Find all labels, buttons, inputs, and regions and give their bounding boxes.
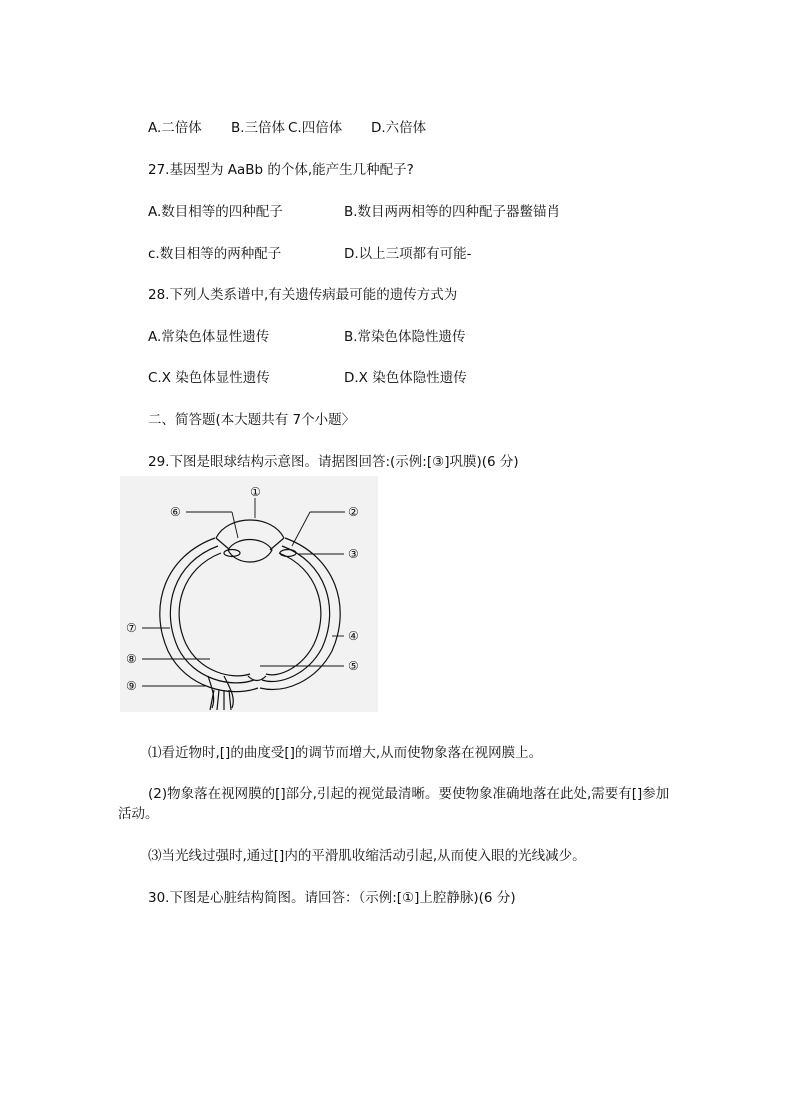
choroid-right: [262, 546, 330, 682]
leader-2b: [292, 512, 310, 546]
q27-option-b: B.数目两两相等的四种配子器鳖锚肖: [344, 204, 561, 220]
section-heading: 二、简答题(本大题共有 7个小题〉: [148, 412, 356, 428]
sclera-right-outer: [260, 538, 340, 689]
q29-sub1: ⑴看近物时,[]的曲度受[]的调节而增大,从而使物象落在视网膜上。: [148, 745, 543, 761]
leader-6b: [232, 512, 238, 538]
q28-option-d: D.X 染色体隐性遗传: [344, 370, 467, 386]
figure-label-3: ③: [348, 547, 359, 561]
figure-label-9: ⑨: [126, 679, 137, 693]
figure-label-8: ⑧: [126, 652, 137, 666]
iris-left: [216, 538, 230, 550]
q30-stem: 30.下图是心脏结构简图。请回答：（示例:[①]上腔静脉)(6 分): [148, 890, 516, 906]
q27-option-a: A.数目相等的四种配子: [148, 204, 283, 220]
q28-stem: 28.下列人类系谱中,有关遗传病最可能的遗传方式为: [148, 287, 458, 303]
q29-sub2: (2)物象落在视网膜的[]部分,引起的视觉最清晰。要使物象准确地落在此处,需要有[]参加活动。: [118, 786, 670, 822]
cornea: [216, 520, 284, 538]
q26-option-b: B.三倍体: [231, 120, 286, 136]
iris-right: [270, 538, 284, 550]
ciliary-body-right: [280, 550, 296, 557]
eyeball-diagram: [120, 476, 378, 712]
q27-option-c: c.数目相等的两种配子: [148, 246, 282, 262]
q27-option-d: D.以上三项都有可能-: [344, 246, 472, 262]
lens: [228, 540, 272, 563]
retina-left: [179, 553, 250, 676]
figure-label-7: ⑦: [126, 621, 137, 635]
q27-stem: 27.基因型为 AaBb 的个体,能产生几种配子?: [148, 162, 414, 178]
eyeball-diagram-svg: [120, 476, 378, 712]
q26-option-a: A.二倍体: [148, 120, 202, 136]
q28-option-a: A.常染色体显性遗传: [148, 329, 270, 345]
q28-option-c: C.X 染色体显性遗传: [148, 370, 270, 386]
q28-option-b: B.常染色体隐性遗传: [344, 329, 466, 345]
q26-option-c: C.四倍体: [288, 120, 343, 136]
figure-label-6: ⑥: [170, 505, 181, 519]
retina-right: [266, 553, 321, 675]
choroid-left: [170, 546, 254, 683]
q29-sub3: ⑶当光线过强时,通过[]内的平滑肌收缩活动引起,从而使入眼的光线减少。: [148, 848, 586, 864]
figure-label-1: ①: [250, 485, 261, 499]
figure-label-4: ④: [348, 629, 359, 643]
figure-label-2: ②: [348, 505, 359, 519]
figure-label-5: ⑤: [348, 659, 359, 673]
q29-stem: 29.下图是眼球结构示意图。请据图回答:(示例:[③]巩膜)(6 分): [148, 454, 519, 470]
q26-option-d: D.六倍体: [371, 120, 427, 136]
